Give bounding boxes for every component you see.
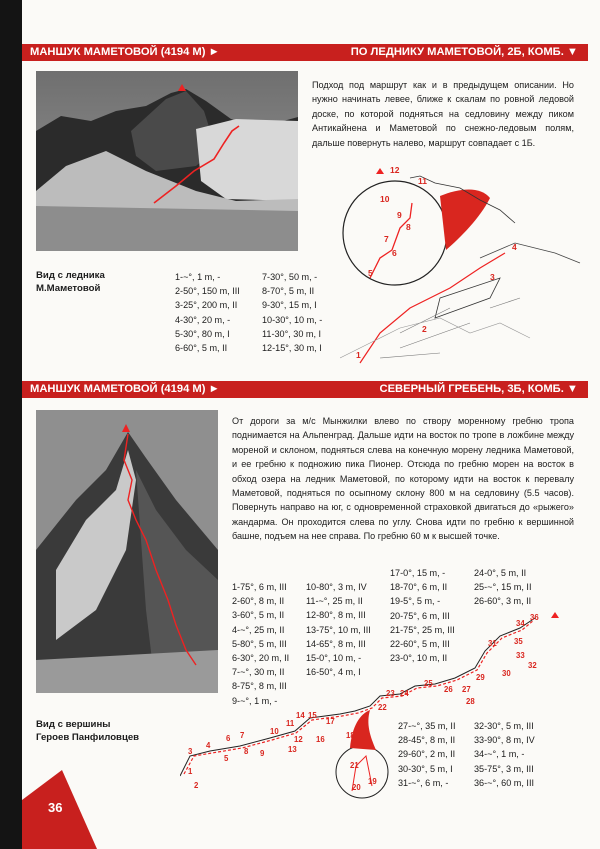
magnifier-circle bbox=[343, 181, 447, 285]
diagram-label: 5 bbox=[224, 754, 229, 763]
section1-photo-caption: Вид с ледника М.Маметовой bbox=[36, 270, 105, 294]
pitch-row: 23-0°, 10 m, II bbox=[390, 653, 448, 664]
diagram-label: 11 bbox=[286, 719, 295, 728]
ridge-line bbox=[180, 618, 535, 776]
section1-photo bbox=[36, 71, 298, 251]
diagram-label: 16 bbox=[316, 735, 325, 744]
pitch-row: 5-30°, 80 m, I bbox=[175, 328, 230, 339]
pitch-row: 31-~°, 6 m, - bbox=[398, 777, 449, 788]
pitch-row: 29-60°, 2 m, II bbox=[398, 749, 456, 760]
diagram-label: 30 bbox=[502, 669, 511, 678]
pitch-row: 1-75°, 6 m, III bbox=[232, 582, 287, 592]
diagram-label: 36 bbox=[530, 613, 539, 622]
pitch-row: 2-60°, 8 m, II bbox=[232, 596, 285, 607]
diagram-label: 34 bbox=[516, 619, 525, 628]
diagram-label: 10 bbox=[380, 194, 390, 204]
diagram-label: 12 bbox=[294, 735, 303, 744]
pitch-row: 16-50°, 4 m, I bbox=[306, 667, 361, 678]
pitch-row: 24-0°, 5 m, II bbox=[474, 568, 527, 578]
diagram-label: 9 bbox=[260, 749, 265, 758]
diagram-label: 22 bbox=[378, 703, 387, 712]
diagram-label: 11 bbox=[418, 176, 427, 186]
diagram-label: 33 bbox=[516, 651, 525, 660]
diagram-label: 3 bbox=[490, 272, 495, 282]
pitch-row: 8-70°, 5 m, II bbox=[262, 286, 315, 297]
diagram-label: 9 bbox=[397, 210, 402, 220]
section2-pitches-col4 bbox=[474, 566, 531, 609]
pitch-row: 12-80°, 8 m, III bbox=[306, 610, 366, 621]
diagram-label: 5 bbox=[368, 268, 373, 278]
pitch-row: 33-90°, 8 m, IV bbox=[474, 735, 535, 746]
pitch-row: 4-30°, 20 m, - bbox=[175, 314, 231, 325]
pitch-row: 7-30°, 50 m, - bbox=[262, 272, 318, 282]
pitch-row: 22-60°, 5 m, III bbox=[390, 638, 450, 649]
pitch-row: 19-5°, 5 m, - bbox=[390, 596, 441, 607]
section1-title-right: ПО ЛЕДНИКУ МАМЕТОВОЙ, 2Б, КОМБ. ▼ bbox=[350, 46, 578, 58]
summit-icon bbox=[551, 612, 559, 618]
section2-header bbox=[22, 381, 588, 398]
section1-description: Подход под маршрут как и в предыдущем описании. Но нужно начинать левее, ближе к скалам по ровной ледовой доске, по которой подняться на седловину между пиком Антикайнена и Маметовой по снежно-ледовым полям, дальше повернуть налево, маршрут совпадает с 1Б. bbox=[312, 80, 574, 148]
magnifier-beam bbox=[440, 190, 490, 251]
diagram-label: 1 bbox=[188, 767, 193, 776]
diagram-label: 29 bbox=[476, 673, 485, 682]
pitch-row: 6-60°, 5 m, II bbox=[175, 342, 228, 353]
pitch-row: 4-~°, 25 m, II bbox=[232, 624, 285, 635]
magnifier-circle bbox=[336, 746, 388, 798]
section2-photo-caption: Вид с вершины Героев Панфиловцев bbox=[36, 719, 140, 743]
diagram-label: 19 bbox=[368, 777, 377, 786]
diagram-label: 27 bbox=[462, 685, 471, 694]
diagram-label: 6 bbox=[226, 734, 231, 743]
diagram-label: 10 bbox=[270, 727, 279, 736]
pitch-row: 9-~°, 1 m, - bbox=[232, 695, 278, 706]
pitch-row: 18-70°, 6 m, II bbox=[390, 582, 448, 593]
section1-title-left: МАНШУК МАМЕТОВОЙ (4194 М) ► bbox=[30, 46, 220, 58]
section2-description: От дороги за м/с Мынжилки влево по створу моренному гребню тропа поднимается на Альпенград. Дальше идти на восток по тропе в ложбине между мореной и склоном, подняться слева на конечную морену ледника Маметовой, и ее гребню к подножию пика Пионер. Отсюда по гребню морен на восток в обход озера на ледник Маметовой, по которому идти на восток к перевалу Маметовой, подняться по осыпному склону 800 м на седловину (5.5 часов). Повернуть направо на юг, с одновременной страховкой двигаться до «рыжего» жандарма. Он проходится слева по углу. Снова идти по гребню к вершинной башне, подъем на нее справа. По гребню 60 м к высшей точке. bbox=[232, 416, 574, 542]
diagram-label: 20 bbox=[352, 783, 361, 792]
pitch-row: 10-30°, 10 m, - bbox=[262, 314, 323, 325]
diagram-label: 31 bbox=[488, 639, 497, 648]
section2-route-diagram bbox=[180, 606, 560, 801]
diagram-label: 25 bbox=[424, 679, 433, 688]
section1-route-diagram bbox=[340, 158, 590, 373]
diagram-label: 1 bbox=[356, 350, 361, 360]
pitch-row: 25-~°, 15 m, II bbox=[474, 582, 532, 593]
diagram-label: 15 bbox=[308, 711, 317, 720]
diagram-label: 17 bbox=[326, 717, 335, 726]
pitch-row: 6-30°, 20 m, II bbox=[232, 652, 290, 663]
diagram-label: 7 bbox=[240, 731, 245, 740]
diagram-label: 35 bbox=[514, 637, 523, 646]
magnifier-beam bbox=[350, 710, 376, 750]
summit-icon bbox=[376, 168, 384, 174]
section1-pitches-col1 bbox=[175, 270, 240, 355]
diagram-label: 14 bbox=[296, 711, 305, 720]
pitch-row: 35-75°, 3 m, III bbox=[474, 763, 534, 774]
section2-title-left: МАНШУК МАМЕТОВОЙ (4194 М) ► bbox=[30, 383, 220, 395]
page-number: 36 bbox=[48, 800, 63, 815]
diagram-label: 24 bbox=[400, 689, 409, 698]
pitch-row: 8-75°, 8 m, III bbox=[232, 681, 287, 692]
pitch-row: 17-0°, 15 m, - bbox=[390, 568, 446, 578]
diagram-label: 23 bbox=[386, 689, 395, 698]
pitch-row: 3-60°, 5 m, II bbox=[232, 610, 285, 621]
pitch-row: 27-~°, 35 m, II bbox=[398, 721, 456, 731]
diagram-label: 32 bbox=[528, 661, 537, 670]
pitch-row: 9-30°, 15 m, I bbox=[262, 300, 317, 311]
pitch-row: 30-30°, 5 m, I bbox=[398, 763, 453, 774]
diagram-label: 12 bbox=[390, 165, 400, 175]
section1-pitches-col2 bbox=[262, 270, 322, 355]
diagram-label: 8 bbox=[406, 222, 411, 232]
pitch-row: 1-~°, 1 m, - bbox=[175, 272, 221, 282]
pitch-row: 26-60°, 3 m, II bbox=[474, 596, 532, 607]
pitch-row: 11-~°, 25 m, II bbox=[306, 596, 363, 607]
pitch-row: 14-65°, 8 m, III bbox=[306, 638, 366, 649]
diagram-label: 26 bbox=[444, 685, 453, 694]
pitch-row: 13-75°, 10 m, III bbox=[306, 624, 371, 635]
diagram-label: 18 bbox=[346, 731, 355, 740]
diagram-label: 8 bbox=[244, 747, 249, 756]
diagram-label: 4 bbox=[512, 242, 517, 252]
pitch-row: 32-30°, 5 m, III bbox=[474, 721, 534, 731]
pitch-row: 3-25°, 200 m, II bbox=[175, 300, 238, 311]
section1-header bbox=[22, 44, 588, 61]
pitch-row: 20-75°, 6 m, III bbox=[390, 610, 450, 621]
diagram-label: 2 bbox=[194, 781, 199, 790]
route-line bbox=[184, 620, 534, 774]
diagram-label: 2 bbox=[422, 324, 427, 334]
pitch-row: 28-45°, 8 m, II bbox=[398, 735, 456, 746]
section2-title-right: СЕВЕРНЫЙ ГРЕБЕНЬ, 3Б, КОМБ. ▼ bbox=[379, 383, 578, 395]
pitch-row: 5-80°, 5 m, III bbox=[232, 638, 287, 649]
section1-mountain-image bbox=[36, 71, 298, 251]
pitch-row: 10-80°, 3 m, IV bbox=[306, 582, 367, 592]
pitch-row: 36-~°, 60 m, III bbox=[474, 777, 534, 788]
pitch-row: 15-0°, 10 m, - bbox=[306, 652, 362, 663]
left-margin-bar bbox=[0, 0, 22, 849]
pitch-row: 7-~°, 30 m, II bbox=[232, 667, 285, 678]
diagram-label: 4 bbox=[206, 741, 211, 750]
pitch-row: 12-15°, 30 m, I bbox=[262, 342, 322, 353]
diagram-label: 28 bbox=[466, 697, 475, 706]
pitch-row: 34-~°, 1 m, - bbox=[474, 749, 525, 760]
diagram-label: 21 bbox=[350, 761, 359, 770]
diagram-label: 13 bbox=[288, 745, 297, 754]
diagram-label: 6 bbox=[392, 248, 397, 258]
pitch-row: 2-50°, 150 m, III bbox=[175, 286, 240, 297]
diagram-label: 7 bbox=[384, 234, 389, 244]
diagram-label: 3 bbox=[188, 747, 193, 756]
pitch-row: 11-30°, 30 m, I bbox=[262, 328, 322, 339]
pitch-row: 21-75°, 25 m, III bbox=[390, 624, 455, 635]
